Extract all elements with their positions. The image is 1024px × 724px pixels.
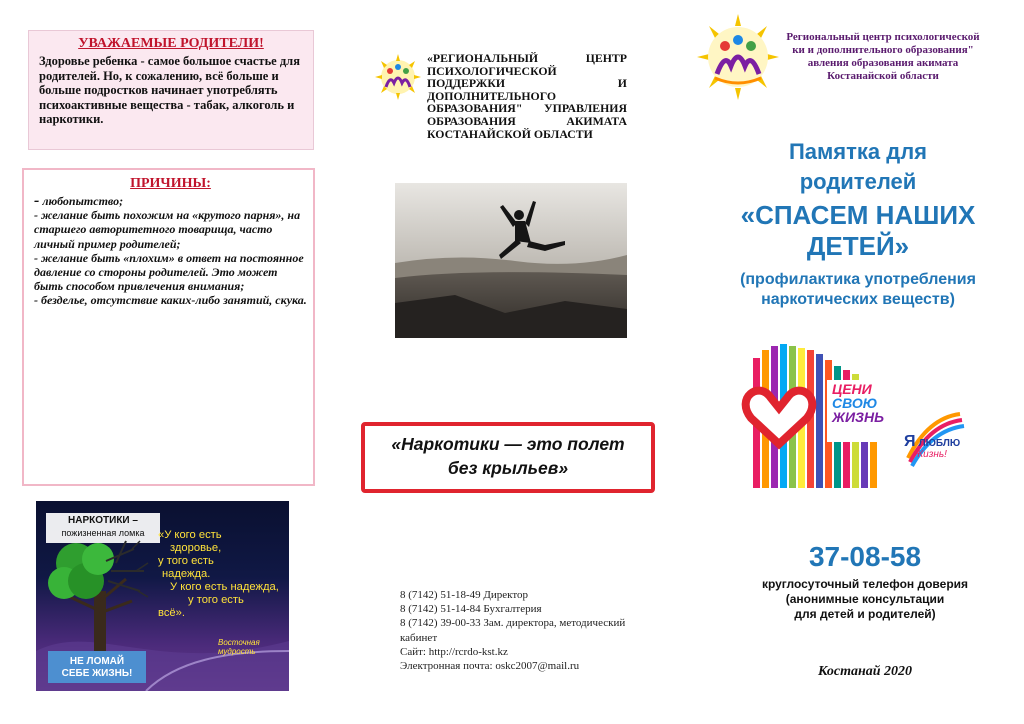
- hotline-description: круглосуточный телефон доверия (анонимные консультации для детей и родителей): [761, 577, 969, 621]
- memo-campaign-line: «СПАСЕМ НАШИХ: [740, 200, 976, 230]
- love-logo-text: Я ЛЮБЛЮ Жизнь!: [904, 433, 961, 460]
- contacts-block: [400, 588, 630, 673]
- contact-line: 8 (7142) 51-18-49 Директор: [400, 589, 529, 601]
- contact-website: Сайт: http://rcrdo-kst.kz: [400, 645, 508, 658]
- parents-notice: [28, 30, 314, 150]
- motto-line: без крыльев»: [447, 458, 569, 478]
- parents-text: Здоровье ребенка - самое большое счастье для родителей. Но, к сожалению, всё больше и больше подростков начинает употреблять психоактивные вещества - табак, алкоголь и наркотики.: [39, 54, 300, 126]
- anti-drug-poster: [36, 501, 289, 691]
- memo-title-line: родителей: [799, 169, 917, 194]
- reason-item: - желание быть похожим на «крутого парня», на старшего авторитетного товарища, часто личный пример родителей;: [34, 208, 301, 251]
- photo-image: [395, 183, 627, 338]
- reasons-list: [34, 194, 307, 308]
- parents-title: УВАЖАЕМЫЕ РОДИТЕЛИ!: [78, 36, 264, 51]
- poster-title: НАРКОТИКИ – пожизненная ломка: [61, 515, 145, 538]
- jumping-person-photo: [395, 183, 627, 338]
- poster-slogan: НЕ ЛОМАЙ СЕБЕ ЖИЗНЬ!: [50, 654, 144, 682]
- memo-heading: [710, 136, 1006, 310]
- reasons-panel: [22, 168, 315, 486]
- contact-line: 8 (7142) 51-14-84 Бухгалтерия: [400, 603, 542, 616]
- city-year: Костанай 2020: [817, 664, 913, 679]
- center-org-title: «РЕГИОНАЛЬНЫЙ ЦЕНТР ПСИХОЛОГИЧЕСКОЙ ПОДДЕРЖКИ И ДОПОЛНИТЕЛЬНОГО ОБРАЗОВАНИЯ" УПРАВЛЕНИЯ ОБРАЗОВАНИЯ АКИМАТА КОСТАНАЙСКОЙ ОБЛАСТИ: [427, 51, 627, 141]
- motto-box: [361, 422, 655, 493]
- right-org-title: Региональный центр психологической ки и дополнительного образования" авления образования акимата Костанайской области: [786, 31, 980, 82]
- contact-line: 8 (7142) 39-00-33 Зам. директора, методический кабинет: [400, 617, 626, 644]
- center-org-logo: [372, 53, 424, 101]
- reasons-title: ПРИЧИНЫ:: [130, 176, 211, 191]
- reason-item: - безделье, отсутствие каких-либо занятий, скука.: [34, 293, 307, 308]
- reason-item: - любопытство;: [34, 192, 124, 209]
- contact-email: Электронная почта: oskc2007@mail.ru: [400, 660, 580, 673]
- life-logo-text: ЦЕНИ СВОЮ ЖИЗНЬ: [832, 381, 885, 425]
- memo-title-line: Памятка для: [788, 139, 928, 164]
- hotline-number[interactable]: 37-08-58: [808, 541, 922, 572]
- memo-subtitle: (профилактика употребления наркотических веществ): [740, 271, 976, 308]
- reason-item: - желание быть «плохим» в ответ на постоянное давление со стороны родителей. Это может быть способом привлечения внимания;: [34, 250, 304, 294]
- tree-icon: [48, 541, 148, 651]
- motto-line: «Наркотики — это полет: [391, 434, 625, 454]
- poster-quote: «У кого есть здоровье, у того есть надежда. У кого есть надежда, у того есть всё».: [158, 529, 279, 619]
- memo-campaign-line: ДЕТЕЙ»: [806, 231, 910, 261]
- poster-quote-author: Восточная мудрость: [218, 638, 260, 656]
